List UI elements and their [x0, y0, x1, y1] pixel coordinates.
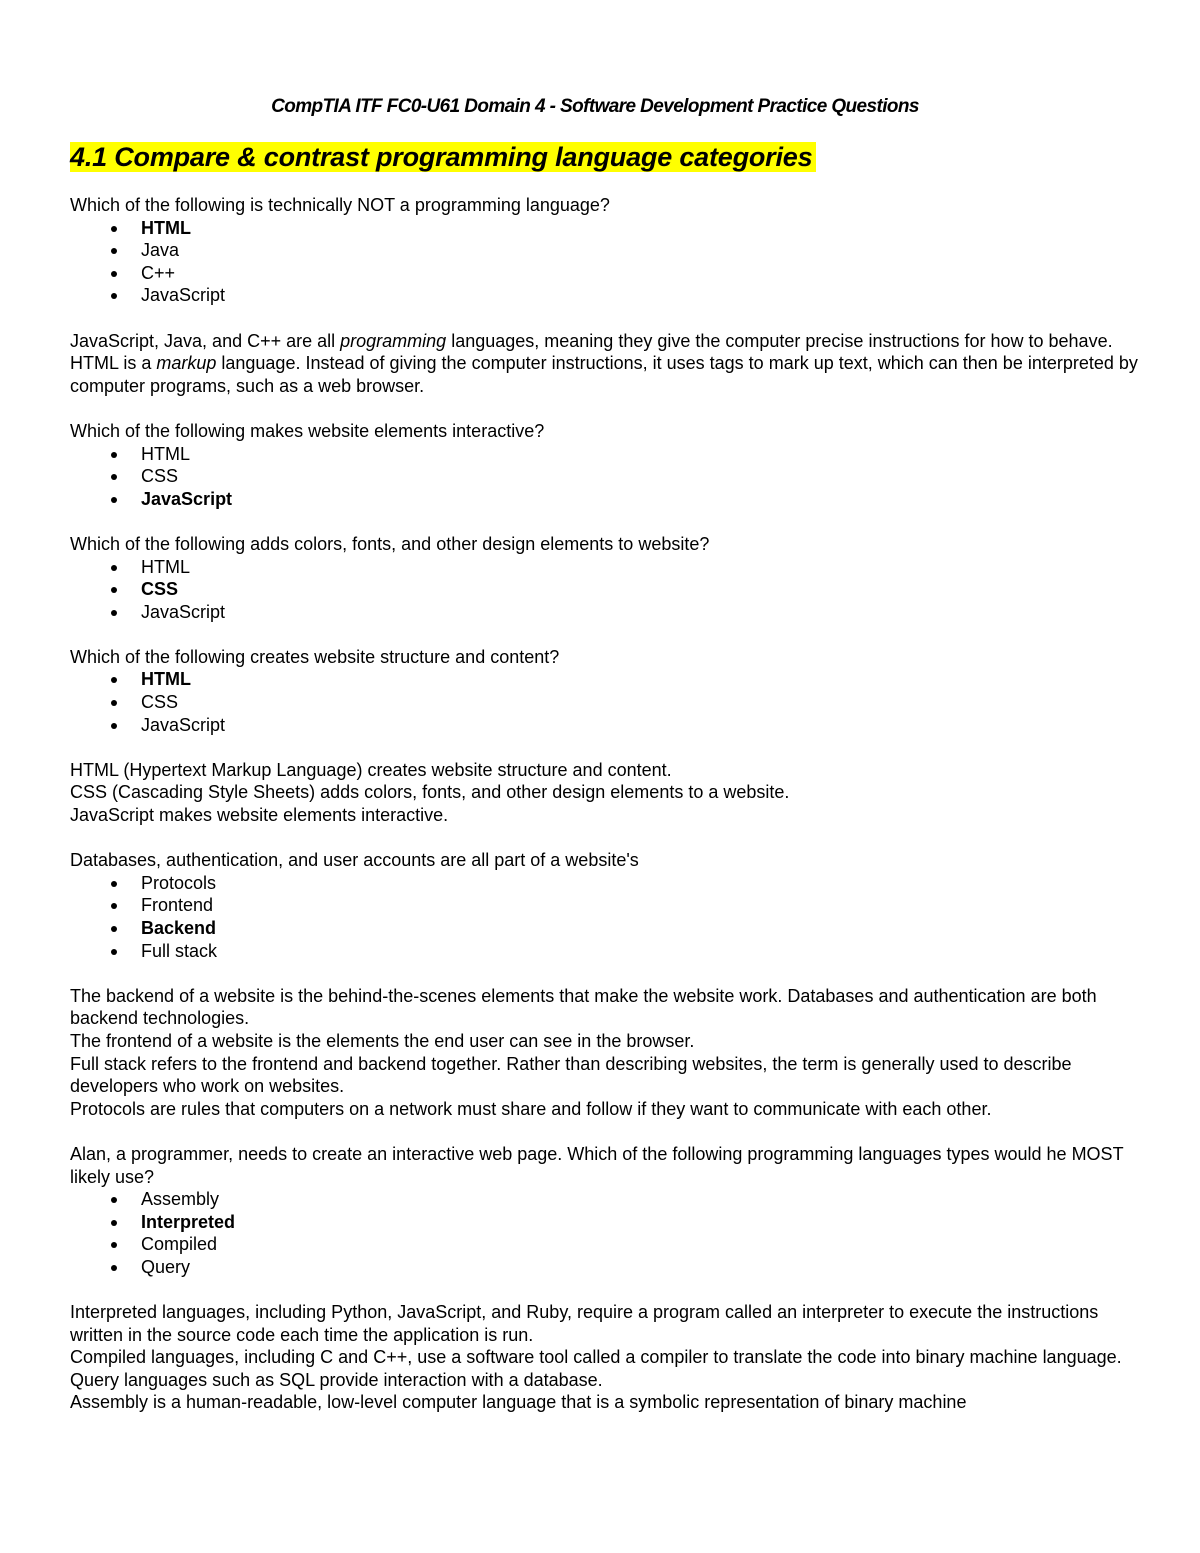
option-correct: Backend [70, 917, 1140, 940]
option: CSS [70, 465, 1140, 488]
explanation-6-line: Interpreted languages, including Python, JavaScript, and Ruby, require a program called an interpreter to execute the instructions written in the source code each time the application is run. [70, 1302, 1099, 1345]
option: Assembly [70, 1188, 1140, 1211]
option: JavaScript [70, 601, 1140, 624]
question-6-options [70, 1188, 1140, 1278]
explanation-5-line: Full stack refers to the frontend and backend together. Rather than describing websites, the term is generally used to describe developers who work on websites. [70, 1053, 1072, 1097]
explanation-4-line: HTML (Hypertext Markup Language) creates website structure and content. [70, 759, 672, 780]
option-correct: CSS [70, 578, 1140, 601]
question-2: Which of the following makes website elements interactive? [70, 420, 545, 441]
explanation-5-line: Protocols are rules that computers on a network must share and follow if they want to communicate with each other. [70, 1098, 992, 1119]
option-correct: HTML [70, 668, 1140, 691]
question-1: Which of the following is technically NOT a programming language? [70, 195, 610, 215]
option: C++ [70, 262, 1140, 285]
question-1-options [70, 217, 1140, 307]
explanation-4-line: CSS (Cascading Style Sheets) adds colors, fonts, and other design elements to a website. [70, 782, 790, 803]
option: Java [70, 239, 1140, 262]
option: HTML [70, 443, 1140, 466]
explanation-4-line: JavaScript makes website elements interactive. [70, 805, 449, 826]
question-4-options [70, 668, 1140, 736]
question-3-options [70, 556, 1140, 624]
section-heading [70, 140, 816, 174]
explanation-1-line-2: HTML is a markup language. Instead of giving the computer instructions, it uses tags to mark up text, which can then be interpreted by computer programs, such as a web browser. [70, 353, 1138, 396]
explanation-6-line: Compiled languages, including C and C++, use a software tool called a compiler to translate the code into binary machine language. [70, 1347, 1122, 1368]
option: Protocols [70, 872, 1140, 895]
question-3: Which of the following adds colors, fonts, and other design elements to website? [70, 533, 710, 554]
option: Full stack [70, 940, 1140, 963]
document-title: CompTIA ITF FC0-U61 Domain 4 - Software Development Practice Questions [271, 96, 919, 117]
option-correct: JavaScript [70, 488, 1140, 511]
option: Frontend [70, 894, 1140, 917]
option-correct: Interpreted [70, 1211, 1140, 1234]
option: JavaScript [70, 714, 1140, 737]
question-4: Which of the following creates website structure and content? [70, 646, 560, 667]
document-body [70, 194, 1140, 1414]
section-heading-text: 4.1 Compare & contrast programming language categories [70, 142, 816, 172]
question-2-options [70, 443, 1140, 511]
explanation-6-line: Query languages such as SQL provide interaction with a database. [70, 1369, 603, 1390]
explanation-1-line-1: JavaScript, Java, and C++ are all programming languages, meaning they give the computer precise instructions for how to behave. [70, 330, 1113, 351]
explanation-5-line: The backend of a website is the behind-the-scenes elements that make the website work. Databases and authentication are both backend technologies. [70, 985, 1097, 1029]
option: CSS [70, 691, 1140, 714]
explanation-6-line: Assembly is a human-readable, low-level computer language that is a symbolic representation of binary machine [70, 1392, 967, 1413]
explanation-5-line: The frontend of a website is the elements the end user can see in the browser. [70, 1030, 695, 1051]
question-5: Databases, authentication, and user accounts are all part of a website's [70, 850, 639, 871]
option: JavaScript [70, 284, 1140, 307]
question-6: Alan, a programmer, needs to create an interactive web page. Which of the following programming languages types would he MOST likely use? [70, 1143, 1124, 1187]
option: Query [70, 1256, 1140, 1279]
option: Compiled [70, 1233, 1140, 1256]
question-5-options [70, 872, 1140, 962]
option: HTML [70, 556, 1140, 579]
option-correct: HTML [70, 217, 1140, 240]
